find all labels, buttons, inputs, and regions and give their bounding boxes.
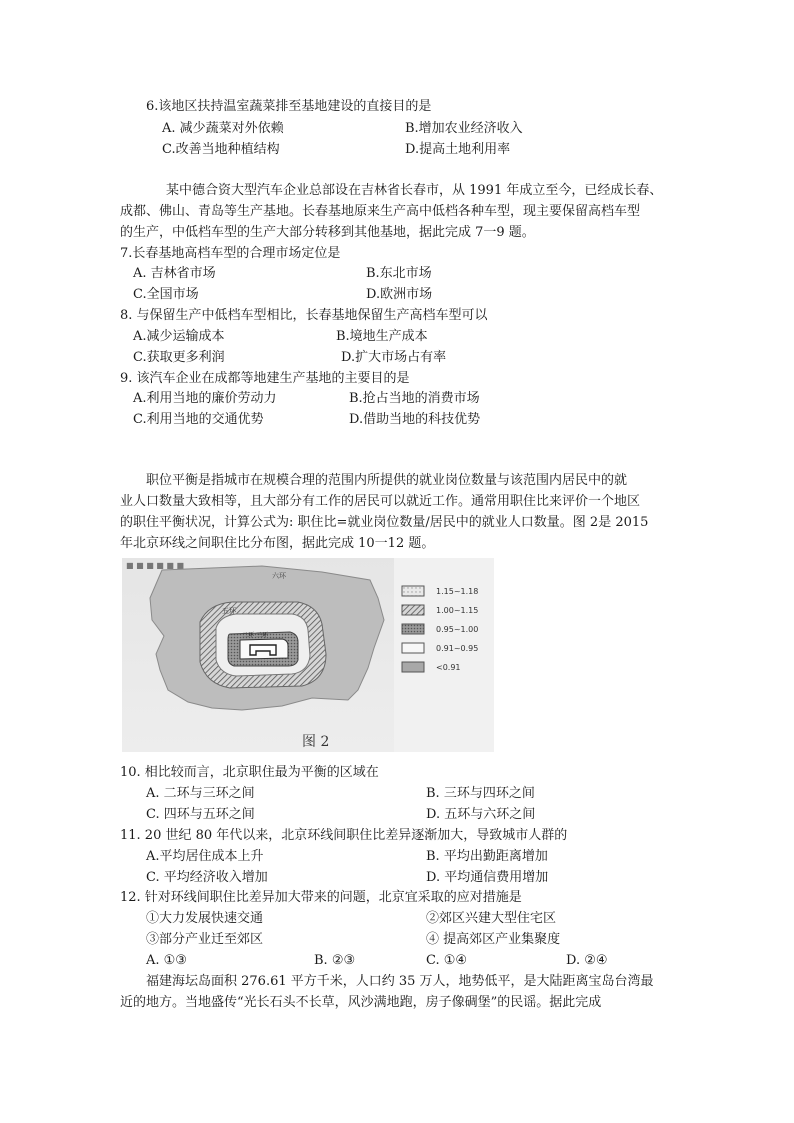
- figure-2-svg: [122, 558, 494, 752]
- q10-option-b: B. 三环与四环之间: [426, 786, 535, 801]
- q6-option-b: B.增加农业经济收入: [405, 121, 523, 136]
- passage3-line3: 的职住平衡状况，计算公式为: 职住比=就业岗位数量/居民中的就业人口数量。图 2是 2015: [120, 515, 649, 530]
- legend-label-2: 1.00~1.15: [436, 606, 479, 615]
- q9-option-d: D.借助当地的科技优势: [349, 412, 481, 427]
- legend-label-1: 1.15~1.18: [436, 587, 479, 596]
- q8-option-a: A.减少运输成本: [133, 329, 225, 344]
- passage2-line1: 某中德合资大型汽车企业总部设在吉林省长春市，从 1991 年成立至今，已经成长春、: [166, 183, 663, 198]
- q6-option-a: A. 减少蔬菜对外依赖: [162, 121, 284, 136]
- passage3-line2: 业人口数量大致相等，且大部分有工作的居民可以就近工作。通常用职住比来评价一个地区: [120, 494, 641, 509]
- q9-option-b: B.抢占当地的消费市场: [349, 391, 480, 406]
- q12-option-a: A. ①③: [146, 953, 187, 968]
- q12-choice-4: ④ 提高郊区产业集聚度: [426, 932, 561, 947]
- inner-ring-label: 二环 三环: [242, 632, 268, 639]
- q8-option-b: B.境地生产成本: [336, 329, 428, 344]
- figure-faint-title: ■ ■ ■ ■ ■ ■: [126, 561, 185, 570]
- q7-option-d: D.欧洲市场: [366, 287, 433, 302]
- legend-swatch-1: [402, 586, 424, 596]
- q6-stem: 6.该地区扶持温室蔬菜排至基地建设的直接目的是: [146, 99, 432, 114]
- legend-swatch-2: [402, 605, 424, 615]
- q6-option-c: C.改善当地种植结构: [162, 142, 280, 157]
- q7-option-b: B.东北市场: [366, 266, 432, 281]
- q12-stem: 12. 针对环线间职住比差异加大带来的问题，北京宜采取的应对措施是: [120, 890, 522, 905]
- legend-label-4: 0.91~0.95: [436, 644, 479, 653]
- q6-option-d: D.提高土地利用率: [405, 142, 511, 157]
- q9-option-a: A.利用当地的廉价劳动力: [133, 391, 277, 406]
- passage4-line1: 福建海坛岛面积 276.61 平方千米，人口约 35 万人，地势低平，是大陆距离宝岛台湾最: [146, 974, 654, 989]
- q7-option-a: A. 吉林省市场: [133, 266, 216, 281]
- passage2-line3: 的生产，中低档车型的生产大部分转移到其他基地，据此完成 7一9 题。: [120, 225, 535, 240]
- legend-swatch-4: [402, 643, 424, 653]
- q8-option-d: D.扩大市场占有率: [341, 350, 447, 365]
- q11-option-a: A.平均居住成本上升: [146, 849, 264, 864]
- q10-stem: 10. 相比较而言，北京职住最为平衡的区域在: [120, 765, 379, 780]
- figure-caption: 图 2: [302, 734, 330, 750]
- q9-option-c: C.利用当地的交通优势: [133, 412, 264, 427]
- legend-swatch-5: [402, 662, 424, 672]
- q12-choice-2: ②郊区兴建大型住宅区: [426, 911, 557, 926]
- legend-label-3: 0.95~1.00: [436, 625, 479, 634]
- q12-choice-1: ①大力发展快速交通: [146, 911, 264, 926]
- q12-option-b: B. ②③: [314, 953, 356, 968]
- legend-label-5: <0.91: [436, 663, 461, 672]
- outer-ring-label: 六环: [272, 572, 286, 580]
- q10-option-a: A. 二环与三环之间: [146, 786, 255, 801]
- q11-option-b: B. 平均出勤距离增加: [426, 849, 548, 864]
- q12-choice-3: ③部分产业迁至郊区: [146, 932, 264, 947]
- q11-option-c: C. 平均经济收入增加: [146, 870, 268, 885]
- q7-stem: 7.长春基地高档车型的合理市场定位是: [120, 246, 341, 261]
- passage3-line4: 年北京环线之间职住比分布图，据此完成 10一12 题。: [120, 536, 435, 551]
- q12-option-c: C. ①④: [426, 953, 468, 968]
- q11-stem: 11. 20 世纪 80 年代以来，北京环线间职住比差异逐渐加大，导致城市人群的: [120, 828, 568, 843]
- fourth-ring-label: 五环: [222, 607, 236, 615]
- q8-option-c: C.获取更多利润: [133, 350, 225, 365]
- q12-option-d: D. ②④: [566, 953, 608, 968]
- q8-stem: 8. 与保留生产中低档车型相比，长春基地保留生产高档车型可以: [120, 308, 488, 323]
- q9-stem: 9. 该汽车企业在成都等地建生产基地的主要目的是: [120, 371, 410, 386]
- figure-2-job-housing-ratio-map: [122, 558, 494, 752]
- q10-option-c: C. 四环与五环之间: [146, 807, 255, 822]
- legend-swatch-3: [402, 624, 424, 634]
- q11-option-d: D. 平均通信费用增加: [426, 870, 549, 885]
- passage3-line1: 职位平衡是指城市在规模合理的范围内所提供的就业岗位数量与该范围内居民中的就: [146, 473, 628, 488]
- passage2-line2: 成都、佛山、青岛等生产基地。长春基地原来生产高中低档各种车型，现主要保留高档车型: [120, 204, 641, 219]
- q7-option-c: C.全国市场: [133, 287, 199, 302]
- q10-option-d: D. 五环与六环之间: [426, 807, 536, 822]
- passage4-line2: 近的地方。当地盛传“光长石头不长草，风沙满地跑，房子像碉堡”的民谣。据此完成: [120, 995, 602, 1010]
